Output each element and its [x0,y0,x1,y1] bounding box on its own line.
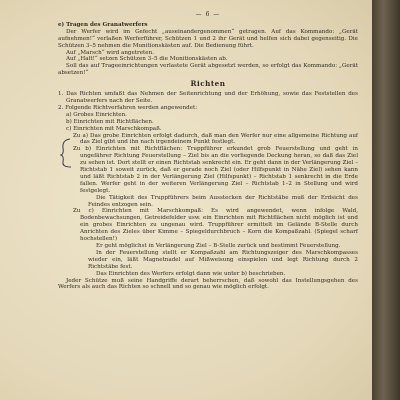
section-e-text: Der Werfer wird im Gefecht „auseinandergenommen“ getragen. Auf das Kommando: „Gerät aufnehmen!“ verlaßen Werferführer, Schützen 1 und 2 ihr Gerät und helfen sich dabei gegenseitig. Die Schützen 3–5 nehmen die Munitionskästen auf. Die Bedienung führt. [58,28,358,49]
sub-a-text: Zu a) Das grobe Einrichten erfolgt dadurch, daß man den Werfer nur eine allgemeine Richtung auf das Ziel gibt und ihn nach irgendeinem Punkt festlegt. [73,132,358,146]
book-page-edge [372,0,400,400]
command-marsch: Auf „Marsch“ wird angetreten. [66,49,154,56]
command-halt: Auf „Halt!“ setzen Schützen 3–5 die Munitionskästen ab. [66,56,228,63]
section-e-title: e) Tragen des Granatwerfers [58,21,148,28]
page-number: — 6 — [195,11,221,18]
item-2c: c) Einrichten mit Marschkompaß. [66,125,162,132]
sub-c-step-3: Das Einrichten des Werfers erfolgt dann wie unter b) beschrieben. [96,270,286,277]
sub-c-step-1: Er geht möglichst in Verlängerung Ziel – B-Stelle zurück und bestimmt Feuerstellung. [96,243,341,249]
sub-c-step-2: In der Feuerstellung stellt er Kompaßzahl am Richtungszeiger des Marschkompasses wieder ein, läßt Magnetnadel auf Mißweisung einspielen und legt Richtung durch 2 Richtstäbe fest. [88,249,358,270]
section-e-closing: Soll das auf Trageeinrichtungen verlastete Gerät abgesetzt werden, so erfolgt das Kommando: „Gerät absetzen!“ [58,63,358,77]
closing-paragraph: Jeder Schütze muß seine Handgriffe derart beherrschen, daß sowohl das Instellungsgehen des Werfers als auch das Richten so schnell und so genau wie möglich erfolgt. [58,277,358,291]
item-2a: a) Grobes Einrichten. [66,111,127,118]
item-1: 1. Das Richten umfaßt das Nehmen der Seitenrichtung und der Erhöhung, sowie das Feststellen des Granatwerfers nach der Seite. [58,91,358,104]
sub-b-note: Die Tätigkeit des Truppführers beim Ausstecken der Richtstäbe muß der Erdsicht des Feindes entzogen sein. [88,194,358,208]
item-2b: b) Einrichten mit Richtflächen. [66,118,154,125]
page-content [58,12,358,291]
sub-c-text: Zu c) Einrichten mit Marschkompaß: Es wird angewendet, wenn infolge Wald, Bodenbewachsungen, Getreidefelder usw. ein Einrichten mit Richtflächen nicht möglich ist und ein grobes Einrichten zu ungenau wird. Truppführer ermittelt im Gelände B-Stelle durch Anrichten des Zieles über Kimme – Spiegeldurchbruch – Korn die Kompaßzahl. (Spiegel scharf hochstellen!) [73,208,358,243]
item-2: 2. Folgende Richtverfahren werden angewendet: [58,104,198,111]
heading-richten: Richten [190,79,226,89]
sub-b-text: Zu b) Einrichten mit Richtflächen: Truppführer erkundet grob Feuerstellung und geht in ungefährer Richtung Feuerstellung – Ziel bis an die vorliegende Deckung heran, so daß das Ziel zu sehen ist. Dort stellt er einen Richtstab senkrecht ein. Er geht dann in der Verlängerung Ziel – Richtstab 1 soweit zurück, daß er gerade noch Ziel (oder Hilfspunkt in Nähe Ziel) sehen kann und läßt Richtstab 2 in der Verlängerung Ziel (Hilfspunkt) – Richtstab 1 senkrecht in die Erde fallen. Werfer geht in der weiteren Verlängerung Ziel – Richtstab 1–2 in Stellung und wird festgelegt. [73,146,358,194]
